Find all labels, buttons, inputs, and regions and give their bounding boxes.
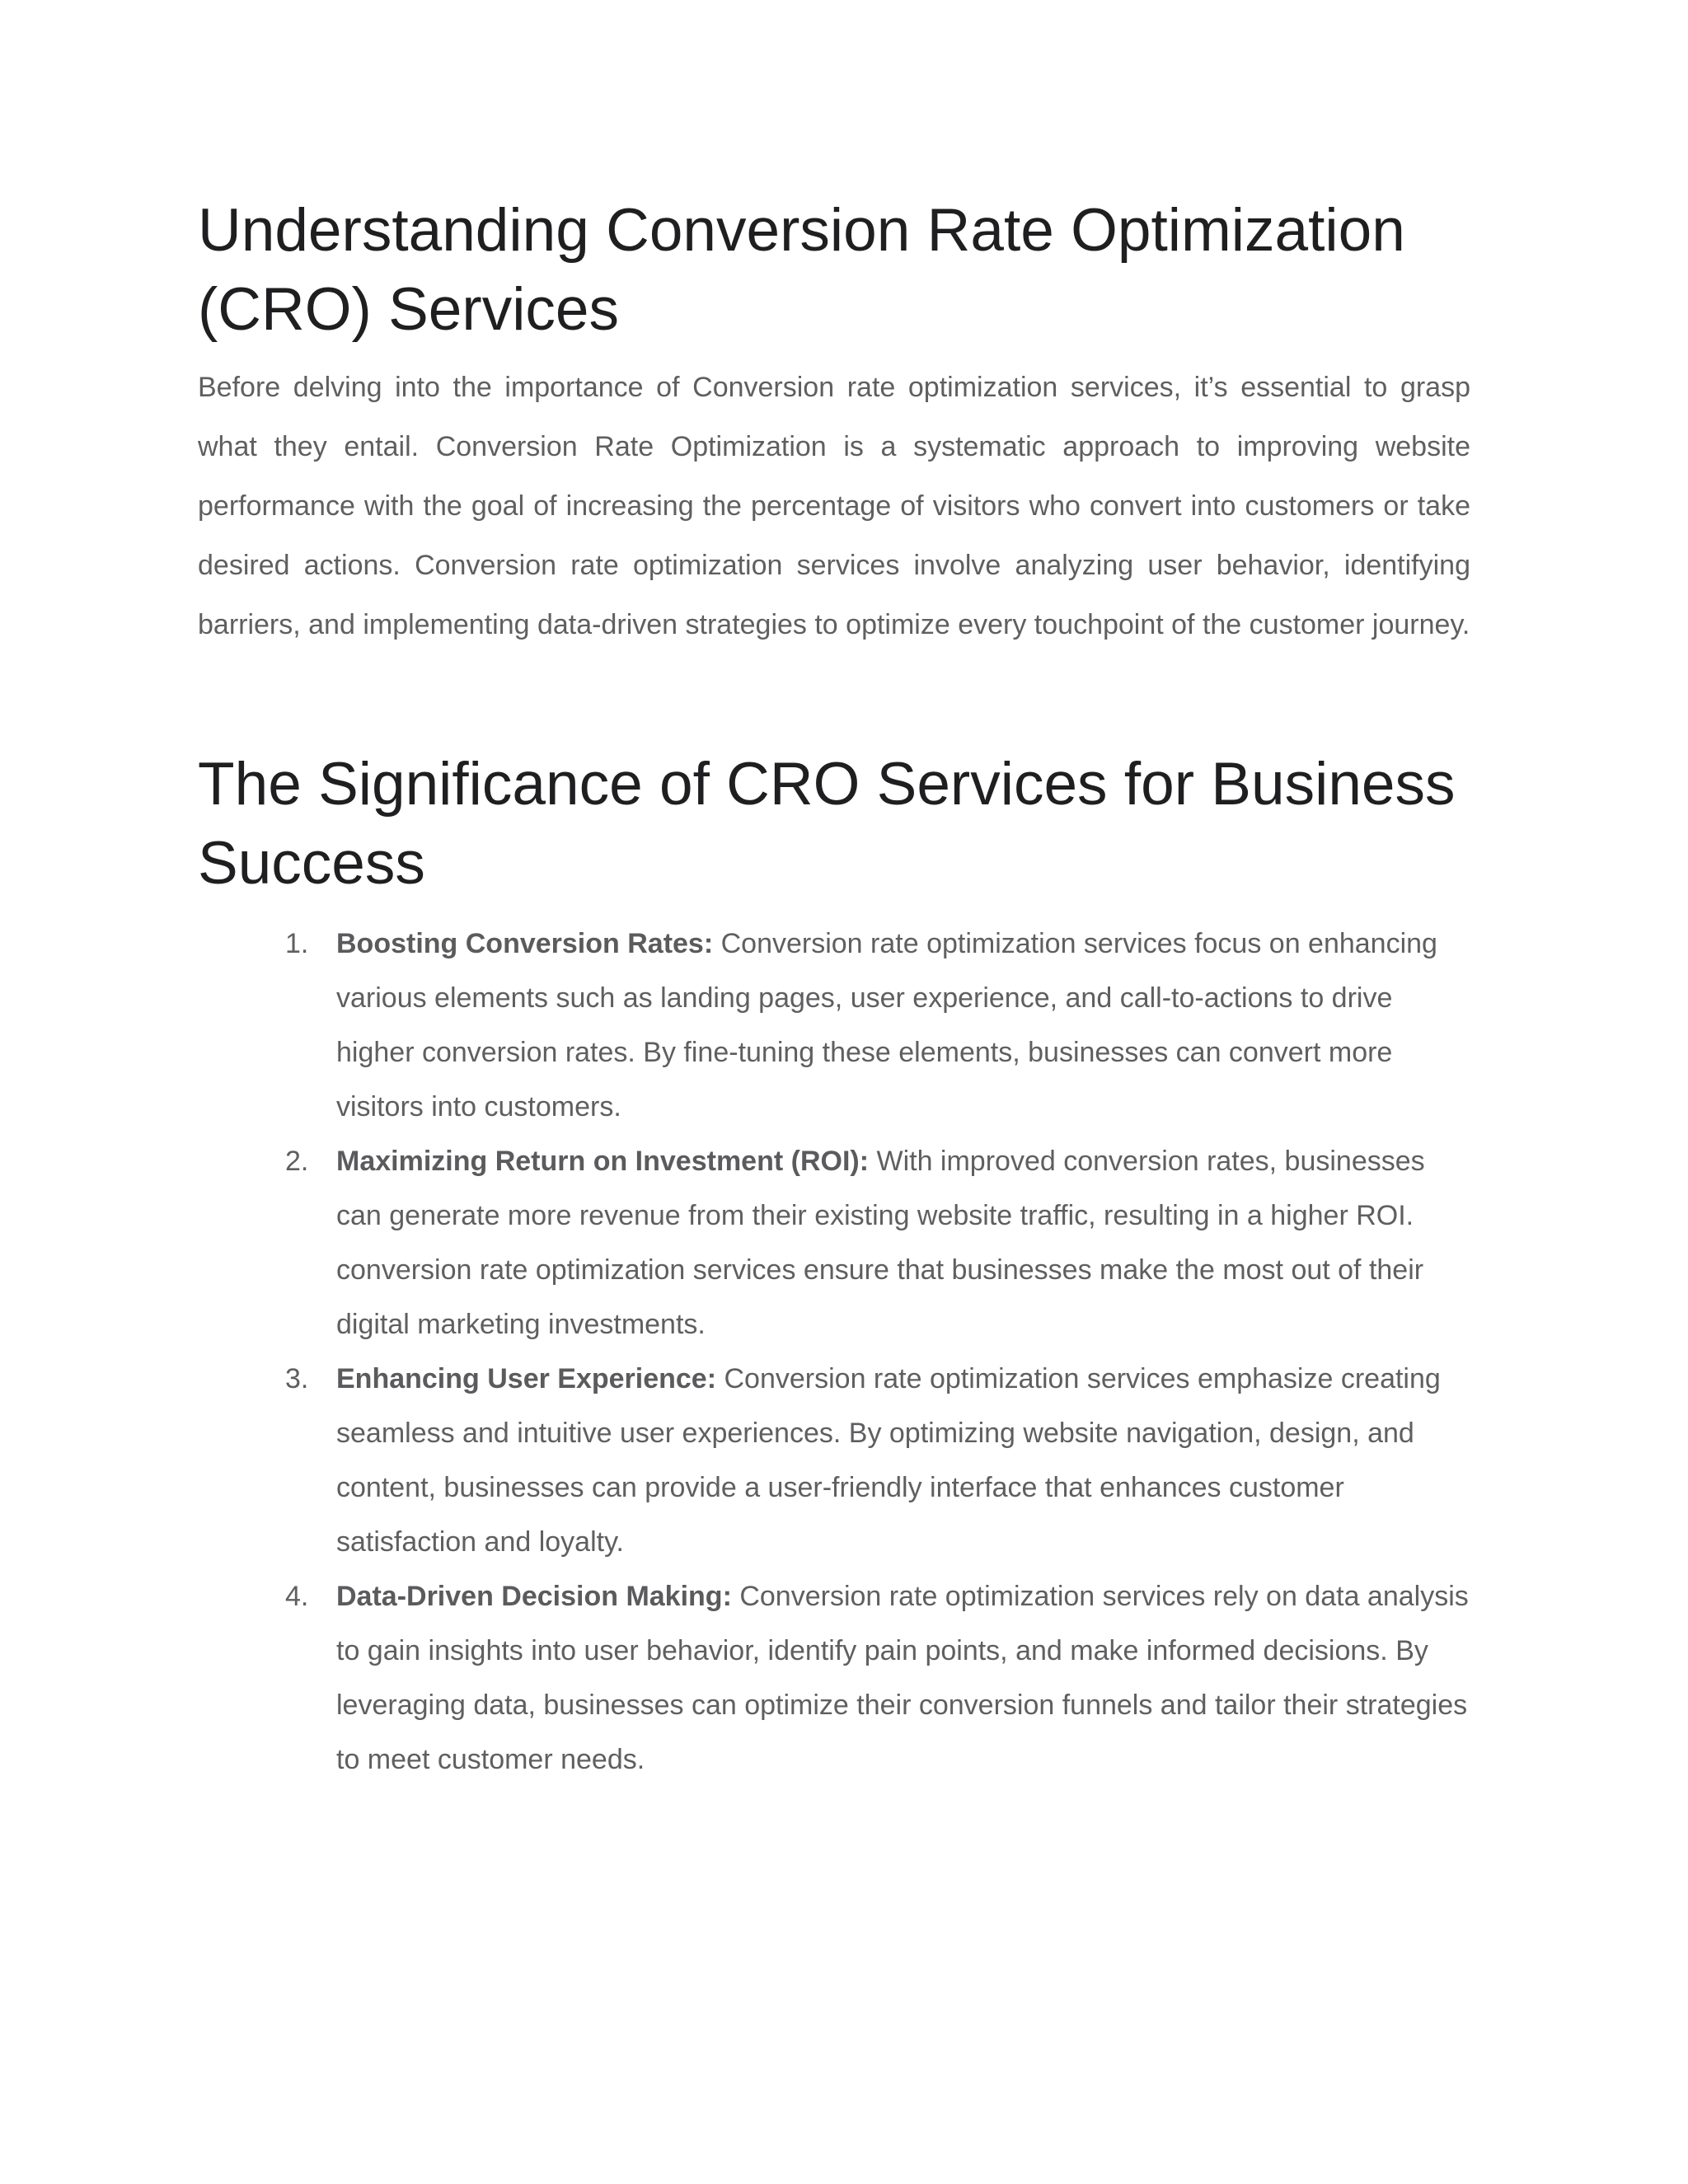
- list-item-number: 1.: [285, 928, 309, 959]
- list-item: [198, 916, 1470, 1134]
- intro-paragraph: Before delving into the importance of Conversion rate optimization services, it’s essential to grasp what they entail. Conversion Rate Optimization is a systematic approach to improving website performance with the goal of increasing the percentage of visitors who convert into customers or take desired actions. Conversion rate optimization services involve analyzing user behavior, identifying barriers, and implementing data-driven strategies to optimize every touchpoint of the customer journey.: [198, 372, 1470, 640]
- list-item-number: 2.: [285, 1146, 309, 1177]
- list-item-number: 4.: [285, 1581, 309, 1612]
- benefits-list: [198, 916, 1470, 1787]
- list-item-text: Conversion rate optimization services focus on enhancing various elements such as landing pages, user experience, and call-to-actions to drive higher conversion rates. By fine-tuning these elements, businesses can convert more visitors into customers.: [336, 928, 1437, 1122]
- list-item-text: Conversion rate optimization services rely on data analysis to gain insights into user behavior, identify pain points, and make informed decisions. By leveraging data, businesses can optimize their conversion funnels and tailor their strategies to meet customer needs.: [336, 1581, 1469, 1775]
- list-item: [198, 1134, 1470, 1352]
- list-item-text: Conversion rate optimization services emphasize creating seamless and intuitive user experiences. By optimizing website navigation, design, and content, businesses can provide a user-friendly interface that enhances customer satisfaction and loyalty.: [336, 1363, 1441, 1558]
- list-item-number: 3.: [285, 1363, 309, 1394]
- list-item-label: Boosting Conversion Rates:: [336, 928, 721, 959]
- list-item-label: Data-Driven Decision Making:: [336, 1581, 740, 1612]
- list-item-text: With improved conversion rates, businesses can generate more revenue from their existing website traffic, resulting in a higher ROI. conversion rate optimization services ensure that businesses make the most out of their digital marketing investments.: [336, 1146, 1425, 1340]
- section-heading-cro: Understanding Conversion Rate Optimization (CRO) Services: [198, 197, 1405, 343]
- section-heading-significance: The Significance of CRO Services for Business Success: [198, 751, 1456, 897]
- list-item-label: Maximizing Return on Investment (ROI):: [336, 1146, 877, 1177]
- list-item-label: Enhancing User Experience:: [336, 1363, 724, 1394]
- list-item: [198, 1569, 1470, 1787]
- document-body: [198, 191, 1470, 1787]
- list-item: [198, 1352, 1470, 1569]
